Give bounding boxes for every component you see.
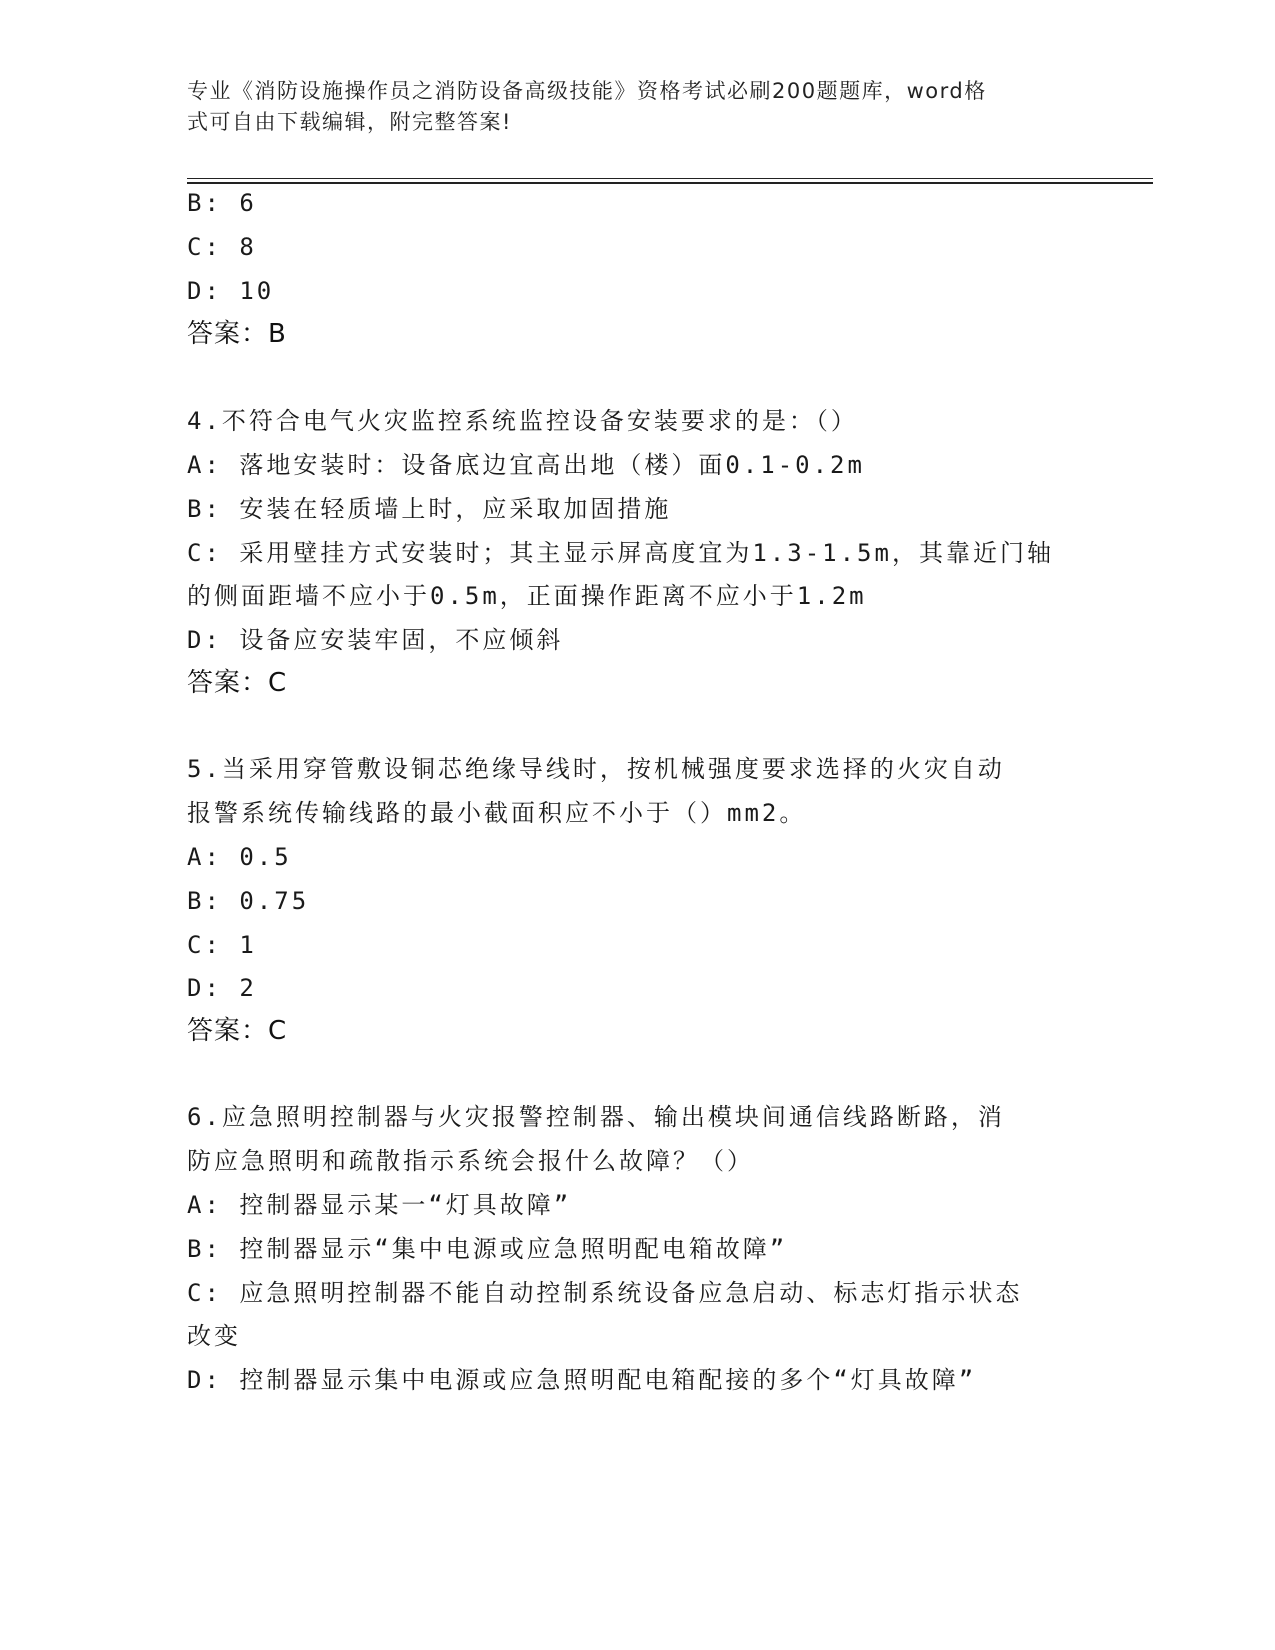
header-divider-thick — [187, 182, 1153, 184]
q5-option-b: B: 0.75 — [187, 887, 310, 915]
header-line-1: 专业《消防设施操作员之消防设备高级技能》资格考试必刷200题题库，word格 — [187, 79, 987, 103]
q6-stem-line-1: 6.应急照明控制器与火灾报警控制器、输出模块间通信线路断路，消 — [187, 1103, 1005, 1131]
q6-option-c-line-2: 改变 — [187, 1322, 241, 1350]
q6-option-d: D: 控制器显示集中电源或应急照明配电箱配接的多个“灯具故障” — [187, 1366, 977, 1394]
q4-answer: 答案：C — [187, 668, 288, 698]
q5-answer: 答案：C — [187, 1016, 288, 1046]
q3-option-c: C: 8 — [187, 233, 257, 261]
q3-option-b: B: 6 — [187, 189, 257, 217]
q4-stem: 4.不符合电气火灾监控系统监控设备安装要求的是：（） — [187, 407, 858, 435]
q4-option-c-line-1: C: 采用壁挂方式安装时；其主显示屏高度宜为1.3-1.5m，其靠近门轴 — [187, 539, 1054, 567]
q4-option-b: B: 安装在轻质墙上时，应采取加固措施 — [187, 495, 672, 523]
q5-stem-line-2: 报警系统传输线路的最小截面积应不小于（）mm2。 — [187, 799, 807, 827]
q6-option-a: A: 控制器显示某一“灯具故障” — [187, 1191, 572, 1219]
q5-stem-line-1: 5.当采用穿管敷设铜芯绝缘导线时，按机械强度要求选择的火灾自动 — [187, 755, 1005, 783]
header-line-2: 式可自由下载编辑，附完整答案! — [187, 110, 512, 134]
page-header — [187, 76, 1067, 138]
q6-option-c-line-1: C: 应急照明控制器不能自动控制系统设备应急启动、标志灯指示状态 — [187, 1279, 1023, 1307]
q3-answer: 答案：B — [187, 319, 287, 349]
q4-option-d: D: 设备应安装牢固，不应倾斜 — [187, 626, 564, 654]
q4-option-c-line-2: 的侧面距墙不应小于0.5m，正面操作距离不应小于1.2m — [187, 582, 867, 610]
q5-option-a: A: 0.5 — [187, 843, 292, 871]
q6-option-b: B: 控制器显示“集中电源或应急照明配电箱故障” — [187, 1235, 788, 1263]
q5-option-c: C: 1 — [187, 931, 257, 959]
header-divider-thin — [187, 178, 1153, 179]
q3-option-d: D: 10 — [187, 277, 275, 305]
q5-option-d: D: 2 — [187, 974, 257, 1002]
q6-stem-line-2: 防应急照明和疏散指示系统会报什么故障？（） — [187, 1147, 754, 1175]
q4-option-a: A: 落地安装时：设备底边宜高出地（楼）面0.1-0.2m — [187, 451, 865, 479]
